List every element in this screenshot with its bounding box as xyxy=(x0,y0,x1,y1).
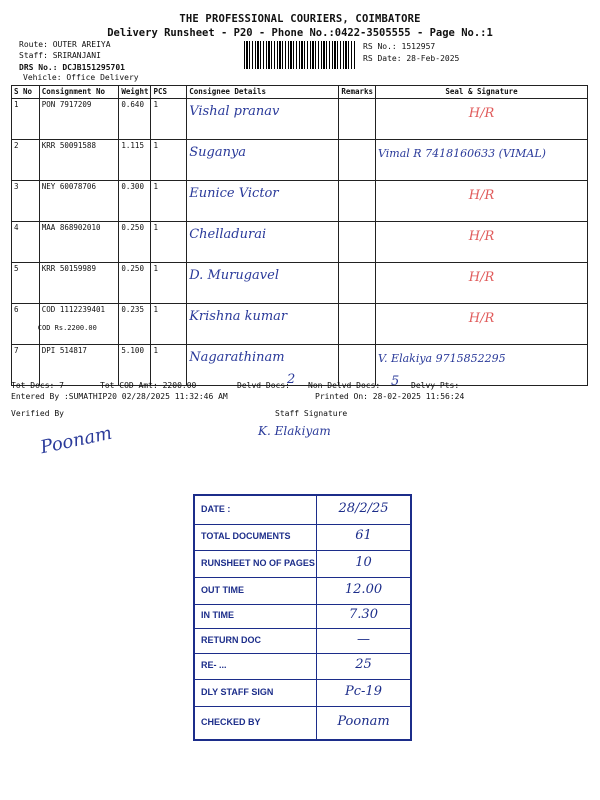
barcode xyxy=(244,41,356,69)
consignment-cell-text: KRR 50159989 xyxy=(41,264,96,273)
seal-cell-text: V. Elakiya 9715852295 xyxy=(378,352,506,365)
remarks-cell xyxy=(339,181,376,222)
sno-cell-text: 4 xyxy=(14,223,19,232)
seal-cell-text: H/R xyxy=(468,106,495,121)
consignee-cell-text: Vishal pranav xyxy=(189,104,280,119)
delvd-docs-hand: 2 xyxy=(287,372,296,387)
non-delvd-docs: Non Delvd Docs: xyxy=(308,381,381,390)
sno-cell xyxy=(12,99,40,140)
stamp-value: 61 xyxy=(355,528,372,543)
stamp-value: 12.00 xyxy=(344,581,383,597)
seal-cell-text: Vimal R 7418160633 (VIMAL) xyxy=(378,147,546,160)
consignee-cell xyxy=(187,181,339,222)
sno-cell xyxy=(12,345,40,386)
stamp-row xyxy=(195,679,410,707)
col-consignment: Consignment No xyxy=(39,86,119,99)
consignment-cell xyxy=(39,140,119,181)
stamp-row xyxy=(195,628,410,654)
weight-cell-text: 0.250 xyxy=(121,264,144,273)
stamp-value: 28/2/25 xyxy=(338,501,389,516)
table-row xyxy=(12,99,588,140)
table-row xyxy=(12,345,588,386)
consignment-cell xyxy=(39,263,119,304)
consignee-cell-text: Eunice Victor xyxy=(189,186,279,201)
pcs-cell xyxy=(151,99,187,140)
sno-cell-text: 5 xyxy=(14,264,19,273)
stamp-label: IN TIME xyxy=(201,610,234,620)
delvy-pts: Delvy Pts: xyxy=(411,381,460,390)
consignee-cell xyxy=(187,222,339,263)
remarks-cell xyxy=(339,345,376,386)
pcs-cell xyxy=(151,304,187,345)
pcs-cell-text: 1 xyxy=(153,264,158,273)
weight-cell-text: 0.300 xyxy=(121,182,144,191)
weight-cell-text: 1.115 xyxy=(121,141,144,150)
tot-cod: Tot COD Amt: 2200.00 xyxy=(100,381,197,390)
consignment-cell xyxy=(39,99,119,140)
pcs-cell xyxy=(151,263,187,304)
remarks-cell xyxy=(339,304,376,345)
weight-cell xyxy=(119,345,151,386)
staff-signature-label: Staff Signature xyxy=(275,409,348,418)
printed-on: Printed On: 28-02-2025 11:56:24 xyxy=(315,392,465,401)
consignment-cell-text: NEY 60078706 xyxy=(41,182,96,191)
sno-cell xyxy=(12,222,40,263)
company-title: THE PROFESSIONAL COURIERS, COIMBATORE xyxy=(179,13,421,25)
consignee-cell-text: Krishna kumar xyxy=(189,309,288,324)
pcs-cell-text: 1 xyxy=(153,100,158,109)
consignment-cell xyxy=(39,345,119,386)
remarks-cell xyxy=(339,263,376,304)
drs-label: DRS No.: DCJB151295701 xyxy=(19,63,125,72)
pcs-cell-text: 1 xyxy=(153,182,158,191)
consignee-cell xyxy=(187,304,339,345)
pcs-cell-text: 1 xyxy=(153,223,158,232)
weight-cell xyxy=(119,222,151,263)
cod-amount: COD Rs.2200.00 xyxy=(37,324,97,332)
consignment-cell-text: KRR 50091588 xyxy=(41,141,96,150)
sno-cell-text: 6 xyxy=(14,305,19,314)
seal-cell xyxy=(376,222,588,263)
sno-cell xyxy=(12,304,40,345)
table-header-row xyxy=(12,86,588,99)
staff-label: Staff: SRIRANJANI xyxy=(19,51,101,60)
seal-cell-text: H/R xyxy=(468,270,495,285)
consignment-cell xyxy=(39,304,119,345)
sno-cell-text: 1 xyxy=(14,100,19,109)
col-weight: Weight xyxy=(119,86,151,99)
consignee-cell-text: D. Murugavel xyxy=(189,268,279,283)
pcs-cell xyxy=(151,222,187,263)
consignment-cell-text: COD 1112239401 xyxy=(41,305,105,314)
sno-cell xyxy=(12,181,40,222)
seal-cell xyxy=(376,304,588,345)
pcs-cell-text: 1 xyxy=(153,305,158,314)
table-row xyxy=(12,222,588,263)
seal-cell xyxy=(376,345,588,386)
weight-cell xyxy=(119,304,151,345)
pcs-cell-text: 1 xyxy=(153,346,158,355)
col-consignee: Consignee Details xyxy=(187,86,339,99)
consignee-cell xyxy=(187,99,339,140)
consignee-cell xyxy=(187,345,339,386)
table-row xyxy=(12,181,588,222)
sno-cell-text: 2 xyxy=(14,141,19,150)
stamp-value: 7.30 xyxy=(349,607,378,622)
seal-cell xyxy=(376,263,588,304)
stamp-label: RE- ... xyxy=(201,660,227,670)
pcs-cell xyxy=(151,140,187,181)
consignee-cell xyxy=(187,263,339,304)
consignment-cell xyxy=(39,222,119,263)
col-seal: Seal & Signature xyxy=(376,86,588,99)
stamp-label: CHECKED BY xyxy=(201,716,261,727)
remarks-cell xyxy=(339,222,376,263)
weight-cell-text: 0.250 xyxy=(121,223,144,232)
stamp-value: — xyxy=(357,631,370,647)
pcs-cell xyxy=(151,345,187,386)
rs-no: RS No.: 1512957 xyxy=(363,42,436,51)
sno-cell-text: 3 xyxy=(14,182,19,191)
remarks-cell xyxy=(339,99,376,140)
stamp-row xyxy=(195,524,410,551)
stamp-value: Poonam xyxy=(337,713,390,729)
weight-cell xyxy=(119,99,151,140)
stamp-label: OUT TIME xyxy=(201,584,244,595)
weight-cell xyxy=(119,140,151,181)
stamp-label: DLY STAFF SIGN xyxy=(201,686,274,697)
stamp-row xyxy=(195,496,410,525)
stamp-label: DATE : xyxy=(201,504,231,514)
vehicle-label: Vehicle: Office Delivery xyxy=(23,73,139,82)
seal-cell xyxy=(376,181,588,222)
rs-date: RS Date: 28-Feb-2025 xyxy=(363,54,460,63)
consignee-cell-text: Suganya xyxy=(189,145,247,160)
stamp-row xyxy=(195,550,410,578)
office-stamp xyxy=(193,494,412,741)
seal-cell xyxy=(376,140,588,181)
consignee-cell-text: Chelladurai xyxy=(189,227,267,242)
consignment-cell xyxy=(39,181,119,222)
runsheet-table xyxy=(11,85,588,386)
weight-cell-text: 5.100 xyxy=(121,346,144,355)
seal-cell-text: H/R xyxy=(468,188,495,203)
delvd-docs: Delvd Docs: xyxy=(237,381,290,390)
consignment-cell-text: DPI 514817 xyxy=(41,346,87,355)
table-row xyxy=(12,140,588,181)
stamp-value: Pc-19 xyxy=(345,683,382,699)
stamp-label: TOTAL DOCUMENTS xyxy=(201,531,291,541)
stamp-row xyxy=(195,604,410,629)
weight-cell xyxy=(119,181,151,222)
consignee-cell xyxy=(187,140,339,181)
verified-by-label: Verified By xyxy=(11,409,64,418)
tot-docs: Tot Docs: 7 xyxy=(11,381,64,390)
stamp-row xyxy=(195,653,410,680)
table-row xyxy=(12,304,588,345)
consignment-cell-text: MAA 868902010 xyxy=(41,223,101,232)
sno-cell xyxy=(12,140,40,181)
pcs-cell xyxy=(151,181,187,222)
stamp-label: RUNSHEET NO OF PAGES xyxy=(201,557,315,568)
pcs-cell-text: 1 xyxy=(153,141,158,150)
weight-cell-text: 0.640 xyxy=(121,100,144,109)
stamp-label: RETURN DOC xyxy=(201,634,261,645)
stamp-row xyxy=(195,577,410,605)
runsheet-title: Delivery Runsheet - P20 - Phone No.:0422-3505555 - Page No.:1 xyxy=(107,27,493,39)
stamp-value: 25 xyxy=(355,657,372,672)
col-pcs: PCS xyxy=(151,86,187,99)
consignee-cell-text: Nagarathinam xyxy=(189,350,285,365)
verified-signature: Poonam xyxy=(38,422,114,459)
non-delvd-hand: 5 xyxy=(391,374,400,389)
weight-cell xyxy=(119,263,151,304)
table-row xyxy=(12,263,588,304)
col-remarks: Remarks xyxy=(339,86,376,99)
stamp-row xyxy=(195,706,410,739)
remarks-cell xyxy=(339,140,376,181)
seal-cell-text: H/R xyxy=(468,229,495,244)
col-sno: S No xyxy=(12,86,40,99)
seal-cell-text: H/R xyxy=(468,311,495,326)
seal-cell xyxy=(376,99,588,140)
consignment-cell-text: PON 7917209 xyxy=(41,100,92,109)
stamp-value: 10 xyxy=(355,554,372,570)
entered-by: Entered By :SUMATHIP20 02/28/2025 11:32:46 AM xyxy=(11,392,228,401)
weight-cell-text: 0.235 xyxy=(121,305,144,314)
route-label: Route: OUTER AREIYA xyxy=(19,40,111,49)
sno-cell xyxy=(12,263,40,304)
staff-signature: K. Elakiyam xyxy=(258,424,331,438)
sno-cell-text: 7 xyxy=(14,346,19,355)
